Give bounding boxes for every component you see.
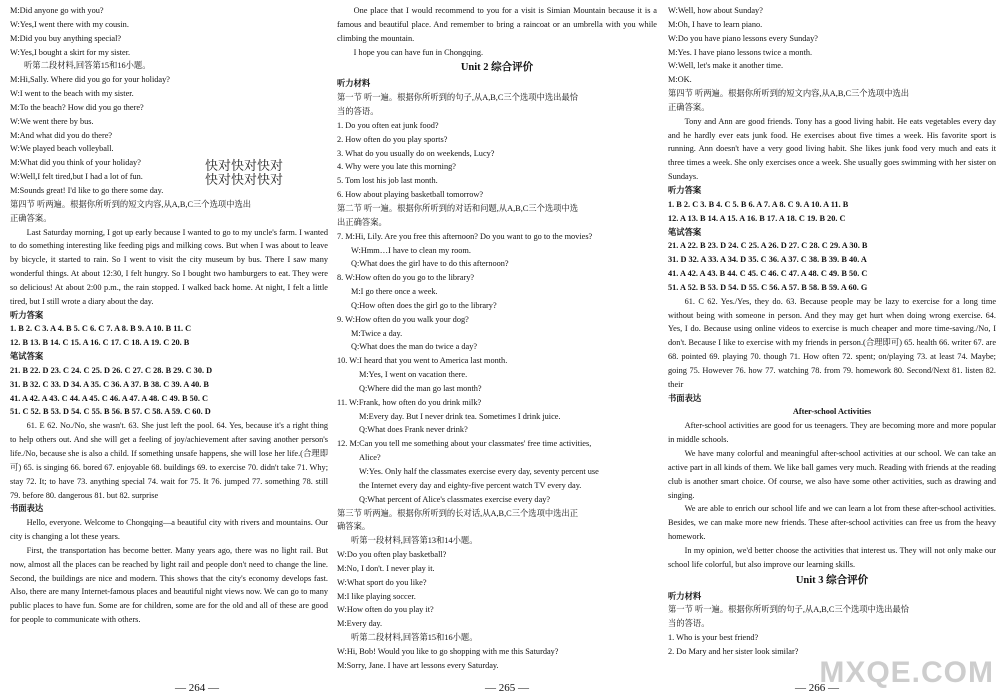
text-line: M:Every day. But I never drink tea. Sometimes I drink juice.	[359, 411, 561, 421]
unit-heading: Unit 3 综合评价	[795, 574, 869, 586]
page-number-266: — 266 —	[795, 682, 839, 694]
text-line: M:Yes. I have piano lessons twice a month.	[668, 47, 813, 57]
section-heading: 书面表达	[10, 503, 44, 514]
text-line: 出正确答案。	[337, 217, 387, 227]
page-266-column	[668, 4, 996, 659]
answer-row: 41. A 42. A 43. B 44. C 45. C 46. C 47. A 48. C 49. B 50. C	[668, 269, 868, 279]
text-line: W:Hmm…I have to clean my room.	[351, 245, 471, 255]
text-line: M:OK.	[668, 75, 692, 85]
text-line: Q:What does Frank never drink?	[359, 425, 468, 435]
text-line: Q:Where did the man go last month?	[359, 383, 482, 393]
text-line: the Internet every day and eighty-five percent watch TV every day.	[359, 480, 582, 490]
text-line: W:Yes. Only half the classmates exercise every day, seventy percent use	[359, 467, 599, 476]
text-line: M:What did you think of your holiday?	[10, 158, 141, 168]
text-line: 当的答语。	[668, 619, 710, 629]
text-line: M:Every day.	[337, 619, 383, 629]
text-line: M:And what did you do there?	[10, 130, 113, 140]
text-line: M:To the beach? How did you go there?	[10, 102, 144, 112]
section-heading: 书面表达	[668, 392, 702, 403]
paragraph: We have many colorful and meaningful after-school activities at our school. We can take an active part in all kinds of them. We like ball games very much. Reading with friends at the reading club is another smart choice. Of course, we also have some other activities, such as drawing and singing.	[668, 449, 996, 500]
text-line: 第一节 听一遍。根据你所听到的句子,从A,B,C三个选项中选出最恰	[337, 93, 579, 103]
text-line: M:I go there once a week.	[351, 287, 438, 297]
text-line: 正确答案。	[668, 102, 710, 112]
answer-row: 51. C 52. B 53. D 54. C 55. B 56. B 57. C 58. A 59. C 60. D	[10, 407, 211, 417]
text-line: M:Sorry, Jane. I have art lessons every Saturday.	[337, 660, 499, 670]
section-heading: 笔试答案	[10, 351, 44, 362]
text-line: W:Yes,I went there with my cousin.	[10, 19, 129, 29]
text-line: W:Hi, Bob! Would you like to go shopping with me this Saturday?	[337, 646, 559, 656]
text-line: 6. How about playing basketball tomorrow?	[337, 190, 484, 200]
text-line: 1. Who is your best friend?	[668, 633, 759, 643]
paragraph: We are able to enrich our school life and we can learn a lot from these after-school activities. Besides, we can make more new friends. These after-school activities can free us from the heavy homework.	[668, 504, 996, 542]
paragraph: I hope you can have fun in Chongqing.	[353, 47, 484, 57]
answer-row: 51. A 52. B 53. D 54. D 55. C 56. A 57. B 58. B 59. A 60. G	[668, 282, 868, 292]
answer-row: 41. A 42. A 43. C 44. A 45. C 46. A 47. A 48. C 49. B 50. C	[10, 393, 209, 403]
paragraph: Hello, everyone. Welcome to Chongqing—a beautiful city with rivers and mountains. Our city is changing a lot these years.	[10, 518, 328, 542]
text-line: W:What sport do you like?	[337, 577, 427, 587]
text-line: M:No, I don't. I never play it.	[337, 563, 435, 573]
text-line: M:Hi,Sally. Where did you go for your holiday?	[10, 75, 170, 85]
paragraph: 61. C 62. Yes./Yes, they do. 63. Because people may be lazy to exercise for a long time without being with someone in person. And they may get hurt when doing wrong exercise. 64. Yes, I do. Because using online videos to exercise is much cheaper and more time-saving./No, I don't. Because I like to exercise with my friends in person.(合理即可) 65. health 66. writer 67. are 68. pointed 69. playing 70. though 71. How often 72. spent; on/playing 73. at least 74. Maybe; going 75. However 76. how 77. watching 78. from 79. homework 80. Second/Next 81. listen 82. their	[668, 296, 996, 389]
text-line: 1. Do you often eat junk food?	[337, 120, 439, 130]
text-line: M:Sounds great! I'd like to go there some day.	[10, 185, 164, 195]
text-line: 11. W:Frank, how often do you drink milk?	[337, 397, 482, 407]
paragraph: After-school activities are good for us teenagers. They are becoming more and more popular in middle schools.	[668, 421, 996, 445]
text-line: Q:What does the girl have to do this afternoon?	[351, 259, 509, 269]
text-line: W:Yes,I bought a skirt for my sister.	[10, 47, 131, 57]
page-number-264: — 264 —	[175, 682, 219, 694]
text-line: Q:How often does the girl go to the library?	[351, 300, 497, 310]
text-line: M:Did anyone go with you?	[10, 6, 104, 15]
text-line: 8. W:How often do you go to the library?	[337, 273, 475, 283]
text-line: 3. What do you usually do on weekends, Lucy?	[337, 148, 495, 158]
answer-row: 1. B 2. C 3. B 4. C 5. B 6. A 7. A 8. C 9. A 10. A 11. B	[668, 199, 849, 209]
text-line: W:We went there by bus.	[10, 116, 94, 126]
text-line: W:Do you often play basketball?	[337, 550, 447, 560]
text-line: 2. How often do you play sports?	[337, 134, 448, 144]
text-line: W:We played beach volleyball.	[10, 144, 114, 154]
text-line: 4. Why were you late this morning?	[337, 162, 456, 172]
text-line: 正确答案。	[10, 213, 52, 223]
paragraph: Last Saturday morning, I got up early because I wanted to go to my uncle's farm. I wanted to do something interesting like feeding pigs and milking cows. But when I was about to leave by bicycle, it started to rain. So I went to visit the city museum by bus. There I saw many wonderful things. At about 12:30, I felt hungry. So I bought two hamburgers to eat. They were so delicious! At about 2:00 p.m., the rain stopped. I walked back home. At night, I felt a little tired, but I still wrote a diary about the day.	[10, 227, 328, 306]
text-line: M:I like playing soccer.	[337, 591, 416, 601]
essay-title: After-school Activities	[792, 407, 872, 417]
text-line: 第一节 听一遍。根据你所听到的句子,从A,B,C三个选项中选出最恰	[668, 605, 910, 615]
text-line: 10. W:I heard that you went to America last month.	[337, 356, 508, 366]
text-line: Q:What percent of Alice's classmates exercise every day?	[359, 494, 551, 504]
text-line: 12. M:Can you tell me something about your classmates' free time activities,	[337, 439, 592, 449]
text-line: W:Well, how about Sunday?	[668, 6, 763, 15]
section-heading: 听力答案	[668, 184, 702, 195]
paragraph: In my opinion, we'd better choose the activities that interest us. They will not only make our school life colorful, but also improve our learning skills.	[668, 545, 996, 569]
answer-row: 21. A 22. B 23. D 24. C 25. A 26. D 27. C 28. C 29. A 30. B	[668, 241, 868, 251]
text-line: W:Do you have piano lessons every Sunday?	[668, 33, 818, 43]
section-heading: 听力材料	[337, 78, 371, 89]
page-number-265: — 265 —	[485, 682, 529, 694]
paragraph: 61. E 62. No./No, she wasn't. 63. She just left the pool. 64. Yes, because it's a right thing to help others out. And she will get a feeling of joy/achievement after saving another person's life./No, because she is also a child. If something unsafe happens, she will lose her life.(合理即可) 65. is singing 66. bored 67. enjoyable 68. buildings 69. to exercise 70. didn't take 71. Why; stay 72. It; to have 73. anything special 74. wait for 75. It 76. jumped 77. something 78. still 79. before 80. dangerous 81. but 82. surprise	[10, 421, 328, 500]
text-line: 5. Tom lost his job last month.	[337, 176, 438, 186]
text-line: W:Well, let's make it another time.	[668, 61, 784, 71]
handwritten-stamp: 快对快对快对 快对快对快对	[205, 159, 284, 188]
text-line: Q:What does the man do twice a day?	[351, 342, 478, 352]
text-line: Alice?	[359, 453, 381, 463]
page-264-column	[10, 4, 328, 627]
text-line: M:Yes, I went on vacation there.	[359, 370, 468, 380]
answer-row: 1. B 2. C 3. A 4. B 5. C 6. C 7. A 8. B 9. A 10. B 11. C	[10, 324, 192, 334]
answer-row: 31. B 32. C 33. D 34. A 35. C 36. A 37. B 38. C 39. A 40. B	[10, 379, 209, 389]
watermark-logo: MXQE.COM	[819, 656, 994, 689]
answer-row: 12. A 13. B 14. A 15. A 16. B 17. A 18. C 19. B 20. C	[668, 213, 846, 223]
text-line: 当的答语。	[337, 107, 379, 117]
text-line: M:Oh, I have to learn piano.	[668, 19, 763, 29]
paragraph: First, the transportation has become better. Many years ago, there was no light rail. But now, almost all the places can be reached by light rail and people don't need to change the line. Second, the buildings are nice and modern. This shows that the city's economy develops fast. Also, there are many Internet-famous places and beautiful night views now. We can go to many public places to have fun. Some are for children, some are for the old and all of these are good for people to communicate with others.	[10, 545, 328, 625]
answer-row: 21. B 22. D 23. C 24. C 25. D 26. C 27. C 28. B 29. C 30. D	[10, 365, 213, 375]
text-line: 第三节 听两遍。根据你所听到的长对话,从A,B,C三个选项中选出正	[337, 508, 579, 518]
answer-row: 12. B 13. B 14. C 15. A 16. C 17. C 18. A 19. C 20. B	[10, 338, 190, 348]
paragraph: Tony and Ann are good friends. Tony has a good living habit. He eats vegetables every day and he hardly ever eats junk food. He exercises about five times a week. His favorite sport is running. Ann doesn't have a very good living habit. She likes junk food very much and eats it three times a week. She only exercises once a week. She usually goes swimming with her sister on Sundays.	[668, 116, 996, 182]
section-heading: 笔试答案	[668, 226, 702, 237]
text-line: 第二节 听一遍。根据你所听到的对话和问题,从A,B,C三个选项中选	[337, 203, 579, 213]
text-line: M:Twice a day.	[351, 328, 403, 338]
text-line: 7. M:Hi, Lily. Are you free this afternoon? Do you want to go to the movies?	[337, 231, 593, 241]
text-line: 听第二段材料,回答第15和16小题。	[351, 633, 478, 643]
section-heading: 听力答案	[10, 309, 44, 320]
text-line: W:I went to the beach with my sister.	[10, 89, 134, 99]
text-line: 第四节 听两遍。根据你所听到的短文内容,从A,B,C三个选项中选出	[668, 89, 910, 99]
text-line: 听第二段材料,回答第15和16小题。	[24, 61, 151, 71]
answer-row: 31. D 32. A 33. A 34. D 35. C 36. A 37. C 38. B 39. B 40. A	[668, 255, 867, 265]
text-line: 9. W:How often do you walk your dog?	[337, 314, 469, 324]
text-line: 听第一段材料,回答第13和14小题。	[351, 536, 478, 546]
unit-heading: Unit 2 综合评价	[460, 62, 534, 74]
page-265-column	[337, 4, 657, 673]
text-line: 第四节 听两遍。根据你所听到的短文内容,从A,B,C三个选项中选出	[10, 199, 252, 209]
text-line: 确答案。	[337, 522, 371, 532]
text-line: M:Did you buy anything special?	[10, 33, 122, 43]
section-heading: 听力材料	[668, 590, 702, 601]
text-line: W:Well,I felt tired,but I had a lot of fun.	[10, 172, 143, 182]
paragraph: One place that I would recommend to you for a visit is Simian Mountain because it is a famous and beautiful place. And remember to bring a raincoat or an umbrella with you while climbing the mountain.	[337, 6, 657, 43]
text-line: 2. Do Mary and her sister look similar?	[668, 646, 799, 656]
text-line: W:How often do you play it?	[337, 605, 434, 615]
